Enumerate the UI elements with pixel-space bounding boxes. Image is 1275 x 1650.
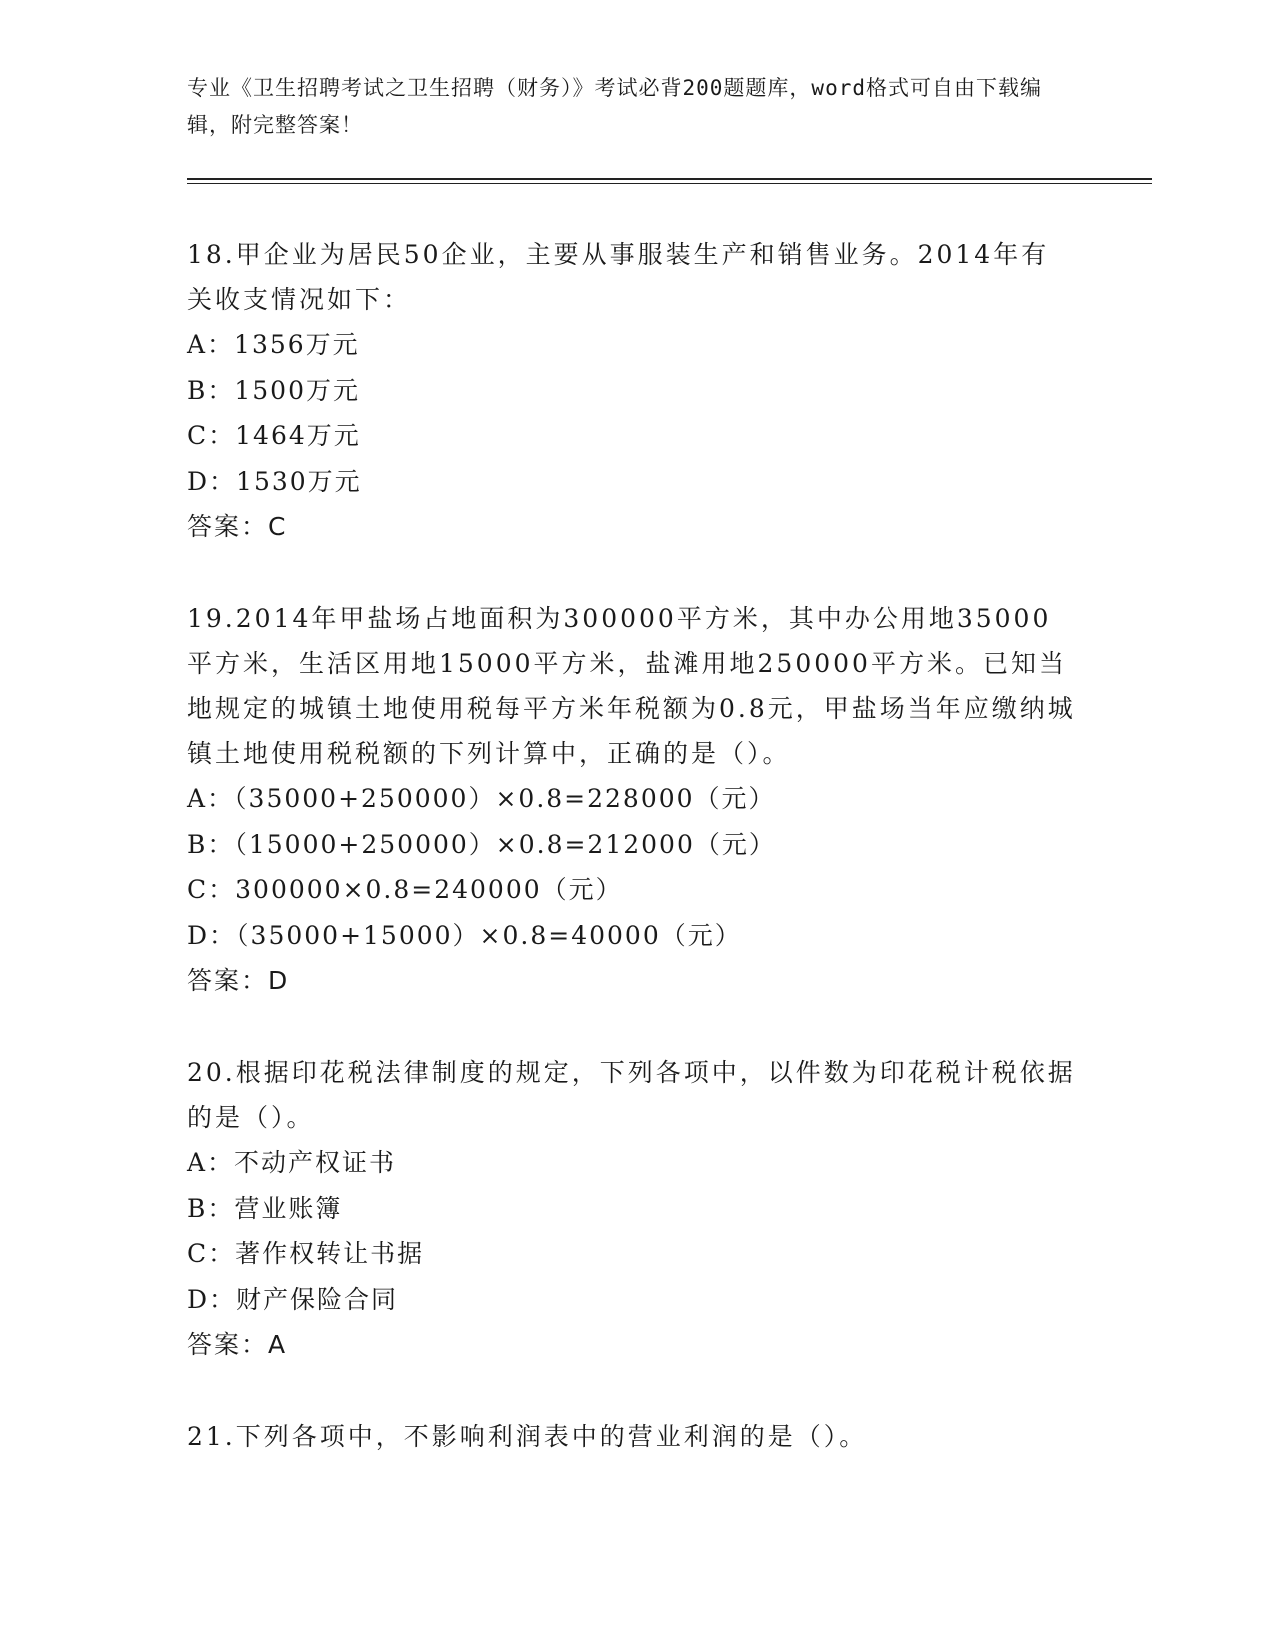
option-a: A：（35000+250000）×0.8=228000（元） bbox=[187, 784, 776, 813]
question-19 bbox=[187, 596, 1077, 1004]
question-stem: 19.2014年甲盐场占地面积为300000平方米，其中办公用地35000平方米，生活区用地15000平方米，盐滩用地250000平方米。已知当地规定的城镇土地使用税每平方米年税额为0.8元，甲盐场当年应缴纳城镇土地使用税税额的下列计算中，正确的是（）。 bbox=[187, 604, 1076, 768]
option-b: B：1500万元 bbox=[187, 375, 360, 405]
question-21 bbox=[187, 1414, 1077, 1459]
question-stem: 21.下列各项中，不影响利润表中的营业利润的是（）。 bbox=[187, 1422, 868, 1451]
option-d: D：（35000+15000）×0.8=40000（元） bbox=[187, 920, 742, 950]
answer-line: 答案：A bbox=[187, 1330, 288, 1359]
question-list bbox=[187, 232, 1077, 1505]
option-a: A：不动产权证书 bbox=[187, 1148, 397, 1177]
header-divider bbox=[187, 178, 1152, 180]
option-c: C：300000×0.8=240000（元） bbox=[187, 875, 623, 904]
option-d: D：1530万元 bbox=[187, 466, 362, 496]
option-d: D：财产保险合同 bbox=[187, 1284, 399, 1314]
answer-line: 答案：D bbox=[187, 966, 290, 995]
option-c: C：1464万元 bbox=[187, 421, 361, 450]
document-header: 专业《卫生招聘考试之卫生招聘（财务）》考试必背200题题库，word格式可自由下载编辑，附完整答案！ bbox=[187, 76, 1042, 137]
answer-line: 答案：C bbox=[187, 512, 288, 541]
question-20 bbox=[187, 1050, 1077, 1368]
option-c: C：著作权转让书据 bbox=[187, 1239, 425, 1268]
question-stem: 20.根据印花税法律制度的规定，下列各项中，以件数为印花税计税依据的是（）。 bbox=[187, 1058, 1076, 1132]
option-b: B：营业账簿 bbox=[187, 1193, 343, 1223]
question-18 bbox=[187, 232, 1077, 550]
question-stem: 18.甲企业为居民50企业，主要从事服装生产和销售业务。2014年有关收支情况如下： bbox=[187, 240, 1050, 314]
header-divider-thin bbox=[187, 183, 1152, 184]
option-a: A：1356万元 bbox=[187, 330, 360, 359]
option-b: B：（15000+250000）×0.8=212000（元） bbox=[187, 829, 776, 859]
